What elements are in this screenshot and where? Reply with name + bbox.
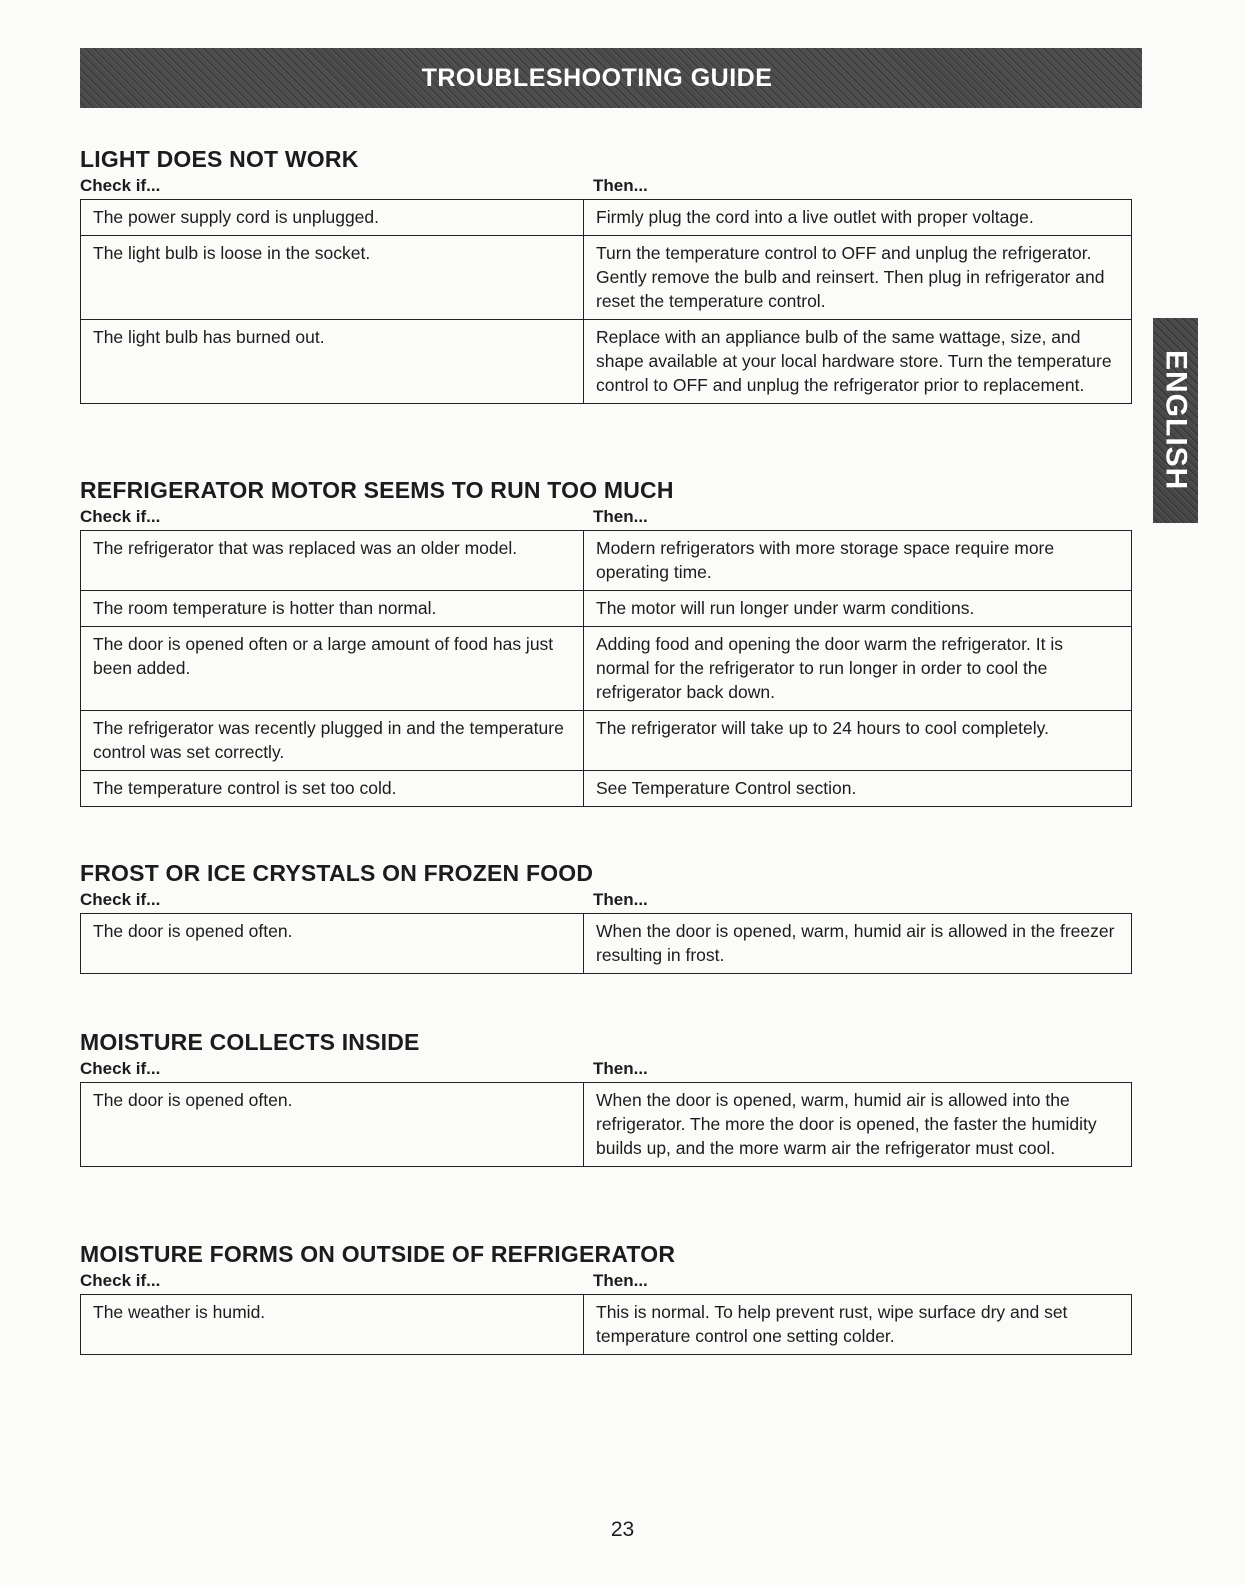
column-headers: [80, 504, 1132, 530]
column-headers: [80, 173, 1132, 199]
then-cell: When the door is opened, warm, humid air is allowed in the freezer resulting in frost.: [584, 914, 1132, 974]
check-if-header: Check if...: [80, 1271, 161, 1290]
check-cell: The temperature control is set too cold.: [81, 771, 584, 807]
then-header: Then...: [593, 1059, 648, 1078]
troubleshooting-table: [80, 530, 1132, 807]
table-row: [81, 1083, 1132, 1167]
table-row: [81, 236, 1132, 320]
table-row: [81, 627, 1132, 711]
then-cell: See Temperature Control section.: [584, 771, 1132, 807]
then-cell: This is normal. To help prevent rust, wipe surface dry and set temperature control one setting colder.: [584, 1295, 1132, 1355]
check-cell: The room temperature is hotter than normal.: [81, 591, 584, 627]
check-cell: The refrigerator was recently plugged in and the temperature control was set correctly.: [81, 711, 584, 771]
section-title: FROST OR ICE CRYSTALS ON FROZEN FOOD: [80, 860, 594, 886]
then-cell: The motor will run longer under warm conditions.: [584, 591, 1132, 627]
check-cell: The door is opened often or a large amount of food has just been added.: [81, 627, 584, 711]
section-title: LIGHT DOES NOT WORK: [80, 146, 359, 172]
then-cell: Replace with an appliance bulb of the same wattage, size, and shape available at your local hardware store. Turn the temperature control to OFF and unplug the refrigerator prior to replacement.: [584, 320, 1132, 404]
check-cell: The power supply cord is unplugged.: [81, 200, 584, 236]
language-tab-label: ENGLISH: [1159, 350, 1193, 491]
section-moisture-inside: [80, 1028, 1132, 1167]
section-moisture-outside: [80, 1240, 1132, 1355]
check-cell: The light bulb is loose in the socket.: [81, 236, 584, 320]
language-tab: [1153, 318, 1198, 523]
page-title: TROUBLESHOOTING GUIDE: [421, 63, 773, 92]
then-cell: Turn the temperature control to OFF and unplug the refrigerator. Gently remove the bulb and reinsert. Then plug in refrigerator and reset the temperature control.: [584, 236, 1132, 320]
section-title: REFRIGERATOR MOTOR SEEMS TO RUN TOO MUCH: [80, 477, 674, 503]
then-cell: Modern refrigerators with more storage space require more operating time.: [584, 531, 1132, 591]
check-cell: The refrigerator that was replaced was an older model.: [81, 531, 584, 591]
section-light-does-not-work: [80, 145, 1132, 404]
table-row: [81, 591, 1132, 627]
check-cell: The weather is humid.: [81, 1295, 584, 1355]
check-cell: The door is opened often.: [81, 914, 584, 974]
table-row: [81, 771, 1132, 807]
troubleshooting-table: [80, 199, 1132, 404]
table-row: [81, 1295, 1132, 1355]
then-header: Then...: [593, 890, 648, 909]
then-header: Then...: [593, 1271, 648, 1290]
then-header: Then...: [593, 507, 648, 526]
check-cell: The door is opened often.: [81, 1083, 584, 1167]
check-if-header: Check if...: [80, 176, 161, 195]
then-cell: When the door is opened, warm, humid air is allowed into the refrigerator. The more the door is opened, the faster the humidity builds up, and the more warm air the refrigerator must cool.: [584, 1083, 1132, 1167]
section-title: MOISTURE COLLECTS INSIDE: [80, 1029, 420, 1055]
column-headers: [80, 1268, 1132, 1294]
title-banner: [80, 48, 1142, 108]
check-if-header: Check if...: [80, 507, 161, 526]
section-motor-runs-too-much: [80, 476, 1132, 807]
troubleshooting-table: [80, 913, 1132, 974]
table-row: [81, 711, 1132, 771]
section-frost-on-frozen-food: [80, 859, 1132, 974]
table-row: [81, 914, 1132, 974]
check-if-header: Check if...: [80, 890, 161, 909]
table-row: [81, 200, 1132, 236]
column-headers: [80, 887, 1132, 913]
troubleshooting-table: [80, 1294, 1132, 1355]
table-row: [81, 531, 1132, 591]
then-header: Then...: [593, 176, 648, 195]
then-cell: Adding food and opening the door warm the refrigerator. It is normal for the refrigerator to run longer in order to cool the refrigerator back down.: [584, 627, 1132, 711]
column-headers: [80, 1056, 1132, 1082]
check-if-header: Check if...: [80, 1059, 161, 1078]
page-number: 23: [610, 1518, 635, 1541]
troubleshooting-table: [80, 1082, 1132, 1167]
then-cell: The refrigerator will take up to 24 hours to cool completely.: [584, 711, 1132, 771]
then-cell: Firmly plug the cord into a live outlet with proper voltage.: [584, 200, 1132, 236]
table-row: [81, 320, 1132, 404]
section-title: MOISTURE FORMS ON OUTSIDE OF REFRIGERATOR: [80, 1241, 676, 1267]
check-cell: The light bulb has burned out.: [81, 320, 584, 404]
